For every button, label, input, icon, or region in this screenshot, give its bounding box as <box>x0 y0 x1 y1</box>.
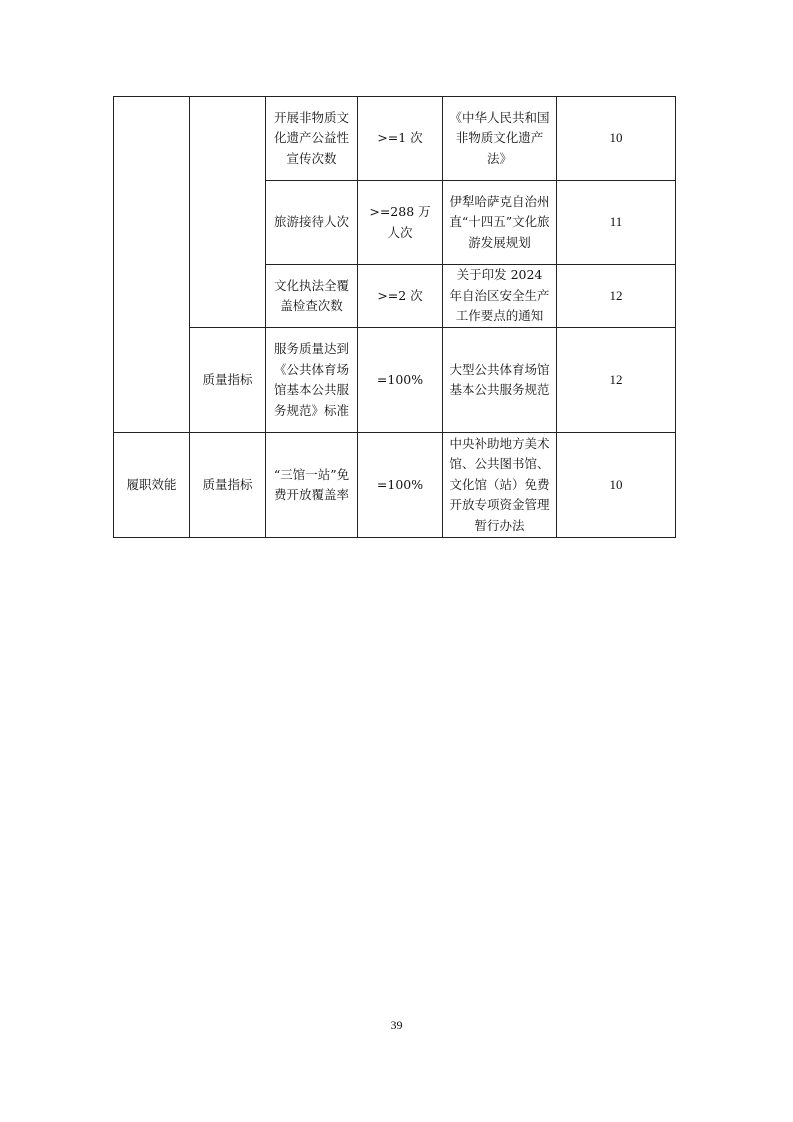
target-cell: =100% <box>358 433 443 538</box>
basis-cell: 伊犁哈萨克自治州直“十四五”文化旅游发展规划 <box>443 181 557 265</box>
target-cell: >=288 万人次 <box>358 181 443 265</box>
category-cell: 质量指标 <box>190 433 266 538</box>
basis-cell: 《中华人民共和国非物质文化遗产法》 <box>443 97 557 181</box>
table-row <box>114 433 676 538</box>
indicator-cell: 服务质量达到《公共体育场馆基本公共服务规范》标准 <box>266 328 358 433</box>
target-cell: =100% <box>358 328 443 433</box>
table-row <box>114 328 676 433</box>
indicator-cell: 开展非物质文化遗产公益性宣传次数 <box>266 97 358 181</box>
indicator-cell: 文化执法全覆盖检查次数 <box>266 265 358 328</box>
table-row <box>114 97 676 181</box>
score-cell: 11 <box>557 181 676 265</box>
score-cell: 12 <box>557 328 676 433</box>
score-cell: 12 <box>557 265 676 328</box>
score-cell: 10 <box>557 97 676 181</box>
category-cell: 质量指标 <box>190 328 266 433</box>
basis-cell: 大型公共体育场馆基本公共服务规范 <box>443 328 557 433</box>
category-cell <box>190 97 266 328</box>
indicator-cell: “三馆一站”免费开放覆盖率 <box>266 433 358 538</box>
target-cell: >=1 次 <box>358 97 443 181</box>
basis-cell: 关于印发 2024 年自治区安全生产工作要点的通知 <box>443 265 557 328</box>
page-number: 39 <box>390 1018 403 1032</box>
dimension-cell <box>114 97 190 433</box>
performance-indicator-table <box>113 96 676 538</box>
score-cell: 10 <box>557 433 676 538</box>
basis-cell: 中央补助地方美术馆、公共图书馆、文化馆（站）免费开放专项资金管理暂行办法 <box>443 433 557 538</box>
dimension-cell: 履职效能 <box>114 433 190 538</box>
target-cell: >=2 次 <box>358 265 443 328</box>
indicator-cell: 旅游接待人次 <box>266 181 358 265</box>
